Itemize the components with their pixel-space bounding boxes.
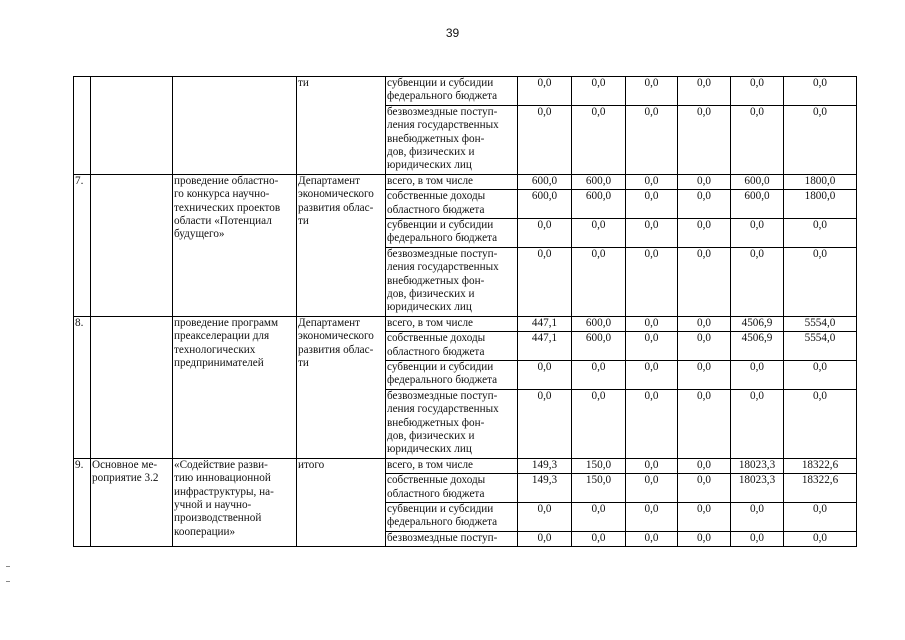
value-cell: 0,0: [731, 247, 784, 316]
value-cell: 0,0: [518, 218, 572, 247]
event-name-cell-line: тию инновационной: [174, 472, 271, 485]
value-cell: 0,0: [731, 389, 784, 458]
executor-cell: [297, 458, 386, 546]
funding-source-cell-line: безвозмездные поступ-: [387, 105, 498, 118]
value-cell: 0,0: [626, 332, 678, 361]
value-cell: 600,0: [572, 190, 626, 219]
funding-source-cell: [386, 105, 518, 174]
funding-source-cell-line: безвозмездные поступ-: [387, 389, 498, 402]
value-cell: 0,0: [626, 247, 678, 316]
event-name-cell-line: кооперации»: [174, 525, 236, 538]
main-activity-cell: [91, 458, 173, 546]
table-row: [74, 458, 857, 473]
funding-source-cell-line: собственные доходы: [387, 474, 486, 487]
event-name-cell-line: проведение программ: [174, 316, 279, 329]
value-cell: 0,0: [731, 77, 784, 106]
value-cell: 0,0: [626, 360, 678, 389]
value-cell: 0,0: [731, 360, 784, 389]
scan-artifact: [6, 566, 10, 582]
value-cell: 0,0: [784, 531, 857, 546]
funding-source-cell: [386, 474, 518, 503]
value-cell: 0,0: [678, 105, 731, 174]
value-cell: 150,0: [572, 458, 626, 473]
value-cell: 0,0: [518, 531, 572, 546]
value-cell: 0,0: [626, 502, 678, 531]
page-number: 39: [445, 26, 460, 40]
value-cell: 0,0: [678, 190, 731, 219]
event-name-cell: [173, 174, 297, 316]
value-cell: 600,0: [731, 190, 784, 219]
funding-source-cell-line: безвозмездные поступ-: [387, 247, 498, 260]
funding-source-cell: [386, 332, 518, 361]
executor-cell-line: ти: [298, 214, 309, 227]
event-name-cell-line: технических проектов: [174, 201, 281, 214]
funding-source-cell-line: всего, в том числе: [387, 458, 473, 471]
executor-cell-line: экономического: [298, 330, 374, 343]
row-number: 7.: [74, 174, 91, 316]
executor-cell: [297, 316, 386, 458]
value-cell: 0,0: [626, 77, 678, 106]
executor-cell-line: экономического: [298, 188, 374, 201]
value-cell: 0,0: [678, 316, 731, 331]
value-cell: 0,0: [626, 458, 678, 473]
funding-source-cell: [386, 247, 518, 316]
funding-source-cell-line: ления государственных: [387, 261, 499, 274]
value-cell: 0,0: [731, 218, 784, 247]
funding-source-cell-line: федерального бюджета: [387, 232, 498, 245]
row-number: 8.: [74, 316, 91, 458]
value-cell: 600,0: [572, 316, 626, 331]
event-name-cell-line: проведение областно-: [174, 174, 279, 187]
value-cell: 0,0: [572, 360, 626, 389]
value-cell: 5554,0: [784, 316, 857, 331]
value-cell: 0,0: [626, 105, 678, 174]
main-activity-cell-line: роприятие 3.2: [92, 472, 159, 485]
event-name-cell-line: учной и научно-: [174, 498, 252, 511]
value-cell: 0,0: [678, 360, 731, 389]
value-cell: 5554,0: [784, 332, 857, 361]
value-cell: 0,0: [784, 502, 857, 531]
row-number: [74, 77, 91, 175]
event-name-cell-line: предпринимателей: [174, 356, 264, 369]
value-cell: 0,0: [784, 247, 857, 316]
event-name-cell-line: производственной: [174, 512, 262, 525]
executor-cell: [297, 174, 386, 316]
funding-source-cell: [386, 190, 518, 219]
executor-cell-line: ти: [298, 77, 309, 89]
executor-cell-line: ти: [298, 356, 309, 369]
funding-source-cell-line: дов, физических и: [387, 429, 475, 442]
executor-cell-line: развития облас-: [298, 343, 374, 356]
event-name-cell: [173, 458, 297, 546]
funding-source-cell-line: субвенции и субсидии: [387, 77, 494, 89]
value-cell: 4506,9: [731, 332, 784, 361]
main-activity-cell-line: Основное ме-: [92, 458, 158, 471]
funding-source-cell: [386, 389, 518, 458]
funding-source-cell-line: областного бюджета: [387, 345, 485, 358]
value-cell: 0,0: [572, 218, 626, 247]
funding-source-cell-line: федерального бюджета: [387, 90, 498, 103]
executor-cell-line: развития облас-: [298, 201, 374, 214]
value-cell: 0,0: [784, 77, 857, 106]
value-cell: 1800,0: [784, 174, 857, 189]
funding-source-cell: [386, 502, 518, 531]
value-cell: 0,0: [626, 474, 678, 503]
funding-source-cell-line: субвенции и субсидии: [387, 218, 494, 231]
value-cell: 0,0: [518, 77, 572, 106]
main-activity-cell: [91, 316, 173, 458]
value-cell: 0,0: [572, 531, 626, 546]
event-name-cell-line: инфраструктуры, на-: [174, 485, 274, 498]
value-cell: 0,0: [626, 531, 678, 546]
event-name-cell: [173, 77, 297, 175]
event-name-cell-line: будущего»: [174, 228, 225, 241]
value-cell: 0,0: [518, 389, 572, 458]
value-cell: 0,0: [626, 218, 678, 247]
funding-source-cell: [386, 458, 518, 473]
value-cell: 0,0: [678, 531, 731, 546]
value-cell: 447,1: [518, 316, 572, 331]
value-cell: 600,0: [518, 190, 572, 219]
funding-source-cell-line: всего, в том числе: [387, 174, 473, 187]
funding-source-cell: [386, 316, 518, 331]
funding-source-cell: [386, 218, 518, 247]
value-cell: 0,0: [626, 389, 678, 458]
executor-cell: [297, 77, 386, 175]
event-name-cell-line: области «Потенциал: [174, 214, 272, 227]
value-cell: 0,0: [784, 105, 857, 174]
funding-source-cell-line: собственные доходы: [387, 190, 486, 203]
value-cell: 0,0: [518, 502, 572, 531]
value-cell: 0,0: [784, 389, 857, 458]
value-cell: 0,0: [626, 174, 678, 189]
funding-source-cell-line: юридических лиц: [387, 159, 472, 172]
funding-source-cell-line: безвозмездные поступ-: [387, 531, 498, 544]
table-row: [74, 77, 857, 106]
value-cell: 0,0: [572, 502, 626, 531]
funding-source-cell-line: внебюджетных фон-: [387, 132, 485, 145]
value-cell: 0,0: [678, 502, 731, 531]
funding-source-cell-line: ления государственных: [387, 403, 499, 416]
funding-source-cell: [386, 531, 518, 546]
value-cell: 0,0: [784, 218, 857, 247]
value-cell: 600,0: [572, 174, 626, 189]
value-cell: 600,0: [572, 332, 626, 361]
value-cell: 0,0: [678, 77, 731, 106]
budget-table: [73, 76, 857, 547]
value-cell: 0,0: [572, 247, 626, 316]
value-cell: 0,0: [678, 474, 731, 503]
funding-source-cell-line: всего, в том числе: [387, 316, 473, 329]
value-cell: 600,0: [518, 174, 572, 189]
value-cell: 0,0: [572, 105, 626, 174]
funding-source-cell-line: областного бюджета: [387, 203, 485, 216]
value-cell: 18322,6: [784, 474, 857, 503]
main-activity-cell: [91, 174, 173, 316]
value-cell: 18023,3: [731, 458, 784, 473]
funding-source-cell-line: внебюджетных фон-: [387, 416, 485, 429]
row-number: 9.: [74, 458, 91, 546]
funding-source-cell-line: областного бюджета: [387, 487, 485, 500]
event-name-cell: [173, 316, 297, 458]
value-cell: 0,0: [678, 458, 731, 473]
value-cell: 18023,3: [731, 474, 784, 503]
value-cell: 149,3: [518, 474, 572, 503]
value-cell: 600,0: [731, 174, 784, 189]
executor-cell-line: итого: [298, 458, 325, 471]
value-cell: 447,1: [518, 332, 572, 361]
value-cell: 0,0: [731, 502, 784, 531]
funding-source-cell: [386, 77, 518, 106]
value-cell: 0,0: [731, 531, 784, 546]
value-cell: 0,0: [518, 360, 572, 389]
value-cell: 0,0: [572, 389, 626, 458]
value-cell: 0,0: [518, 105, 572, 174]
funding-source-cell-line: федерального бюджета: [387, 374, 498, 387]
value-cell: 18322,6: [784, 458, 857, 473]
value-cell: 150,0: [572, 474, 626, 503]
funding-source-cell-line: федерального бюджета: [387, 516, 498, 529]
funding-source-cell: [386, 174, 518, 189]
event-name-cell-line: «Содействие разви-: [174, 458, 268, 471]
table-row: [74, 174, 857, 189]
funding-source-cell-line: юридических лиц: [387, 301, 472, 314]
value-cell: 0,0: [626, 316, 678, 331]
main-activity-cell: [91, 77, 173, 175]
value-cell: 0,0: [784, 360, 857, 389]
funding-source-cell: [386, 360, 518, 389]
funding-source-cell-line: юридических лиц: [387, 443, 472, 456]
funding-source-cell-line: собственные доходы: [387, 332, 486, 345]
value-cell: 0,0: [518, 247, 572, 316]
value-cell: 4506,9: [731, 316, 784, 331]
value-cell: 0,0: [678, 174, 731, 189]
value-cell: 0,0: [678, 389, 731, 458]
table-row: [74, 316, 857, 331]
event-name-cell-line: технологических: [174, 343, 256, 356]
funding-source-cell-line: внебюджетных фон-: [387, 274, 485, 287]
funding-source-cell-line: дов, физических и: [387, 287, 475, 300]
funding-source-cell-line: субвенции и субсидии: [387, 502, 494, 515]
funding-source-cell-line: дов, физических и: [387, 145, 475, 158]
value-cell: 0,0: [626, 190, 678, 219]
event-name-cell-line: преакселерации для: [174, 330, 270, 343]
event-name-cell-line: го конкурса научно-: [174, 188, 270, 201]
funding-source-cell-line: ления государственных: [387, 119, 499, 132]
value-cell: 0,0: [678, 332, 731, 361]
value-cell: 0,0: [572, 77, 626, 106]
value-cell: 0,0: [678, 218, 731, 247]
executor-cell-line: Департамент: [298, 174, 361, 187]
value-cell: 149,3: [518, 458, 572, 473]
executor-cell-line: Департамент: [298, 316, 361, 329]
value-cell: 0,0: [731, 105, 784, 174]
funding-source-cell-line: субвенции и субсидии: [387, 360, 494, 373]
value-cell: 0,0: [678, 247, 731, 316]
value-cell: 1800,0: [784, 190, 857, 219]
